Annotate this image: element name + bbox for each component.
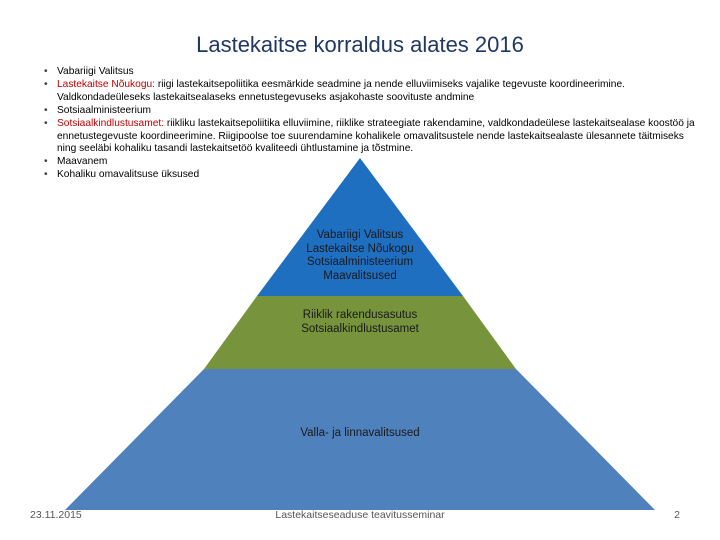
footer-date: 23.11.2015 [30, 509, 82, 521]
bullet-label: Kohaliku omavalitsuse üksused [57, 169, 200, 181]
bullet-text: riikliku lastekaitsepoliitika elluviimine, riiklike strateegiate rakendamine, valdkondadeülese lastekaitsealase koostöö ja ennetustegevuste koordineerimine. Riigipoolse toe suurendamine kohalikele omavalitsustele nende lastekaitsealaste ülesannete täitmiseks ning seeläbi kohaliku tasandi lastekaitsetöö kvaliteedi ühtlustamine ja tõstmine. [57, 117, 695, 155]
tier-line: Sotsiaalkindlustusamet [301, 322, 419, 335]
pyramid-top-label [200, 229, 520, 283]
bullet-item [44, 156, 704, 169]
bullet-item [44, 66, 704, 79]
page-title: Lastekaitse korraldus alates 2016 [196, 32, 524, 57]
pyramid-middle-label [200, 309, 520, 336]
tier-line: Valla- ja linnavalitsused [300, 427, 420, 439]
tier-line: Maavalitsused [323, 269, 397, 282]
tier-line: Sotsiaalministeerium [306, 256, 414, 268]
tier-line: Riiklik rakendusasutus [302, 309, 418, 321]
pyramid-bottom-label [200, 427, 520, 441]
bullet-label: Vabariigi Valitsus [57, 66, 134, 77]
tier-line: Vabariigi Valitsus [316, 229, 404, 241]
bullet-list [44, 66, 704, 182]
bullet-label: Sotsiaalkindlustusamet: [57, 117, 165, 129]
bullet-item [44, 169, 704, 182]
bullet-label: Lastekaitse Nõukogu: [57, 78, 155, 90]
bullet-label: Sotsiaalministeerium [57, 104, 151, 116]
page-number: 2 [674, 509, 680, 521]
bullet-item [44, 118, 704, 157]
bullet-item [44, 79, 704, 105]
bullet-text: riigi lastekaitsepoliitika eesmärkide seadmine ja nende elluviimiseks vajalike tegevuste koordineerimine. Valdkondadeüleseks lastekaitsealaseks ennetustegevuseks asjakohaste soovituste andmine [57, 78, 625, 103]
footer-event: Lastekaitseseaduse teavitusseminar [275, 509, 445, 521]
bullet-label: Maavanem [57, 156, 108, 168]
tier-line: Lastekaitse Nõukogu [306, 242, 414, 255]
bullet-item [44, 105, 704, 118]
